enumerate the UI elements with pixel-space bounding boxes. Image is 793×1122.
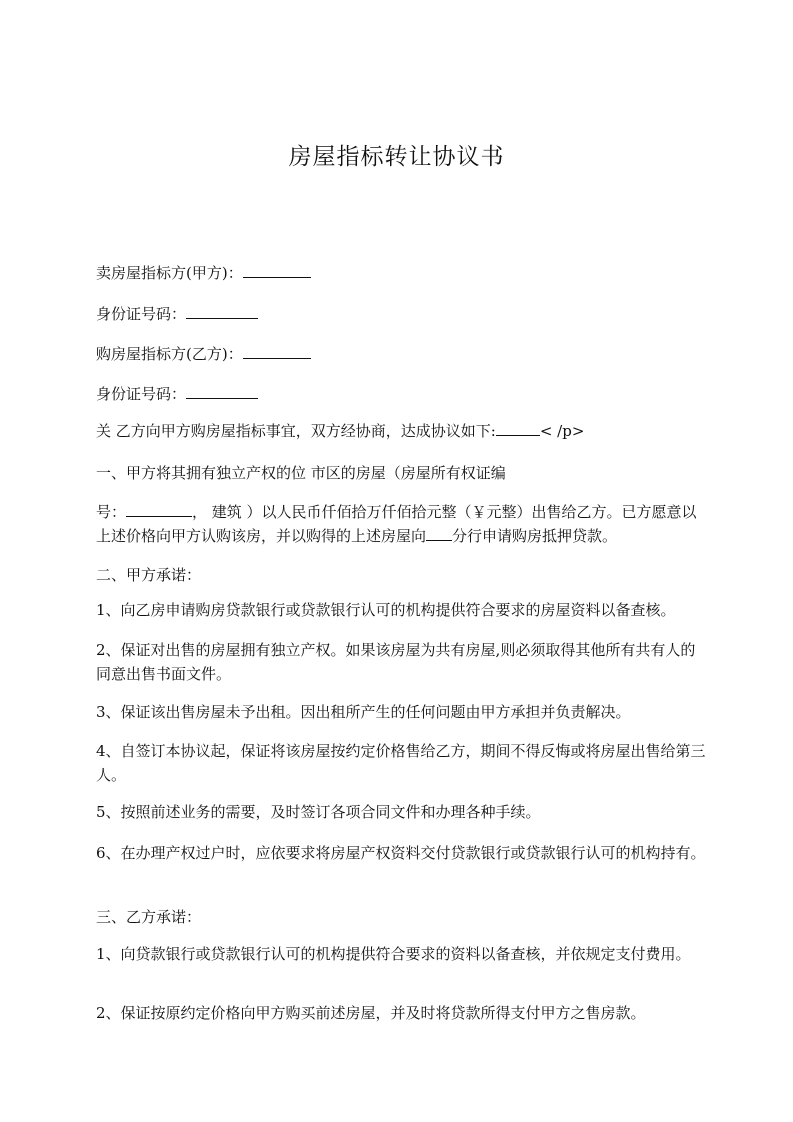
seller-id-label: 身份证号码： xyxy=(96,305,187,323)
seller-blank[interactable] xyxy=(243,261,311,278)
seller-field xyxy=(96,261,706,285)
buyer-id-field xyxy=(96,382,706,406)
intro-blank[interactable] xyxy=(496,419,540,436)
intro-tail: < /p> xyxy=(539,422,585,440)
seller-id-blank[interactable] xyxy=(186,302,258,319)
section2-item: 5、按照前述业务的需要，及时签订各项合同文件和办理各种手续。 xyxy=(96,803,541,821)
bank-blank[interactable] xyxy=(426,524,452,541)
section1-line1: 一、甲方将其拥有独立产权的位 市区的房屋（房屋所有权证编 xyxy=(96,464,506,482)
intro-text: 关 乙方向甲方购房屋指标事宜，双方经协商，达成协议如下: xyxy=(96,422,496,440)
section1-part-c: 分行申请购房抵押贷款。 xyxy=(452,527,618,545)
section2-item: 4、自签订本协议起，保证将该房屋按约定价格售给乙方，期间不得反悔或将房屋出售给第三人。 xyxy=(96,742,706,784)
buyer-id-blank[interactable] xyxy=(186,382,258,399)
section2-item: 3、保证该出售房屋未予出租。因出租所产生的任何问题由甲方承担并负责解决。 xyxy=(96,703,631,721)
buyer-field xyxy=(96,342,706,366)
section1-part-b: ， 建筑 ）以人民币仟佰拾万仟佰拾元整（￥元整）出售给乙方。已方愿意以上述价格向甲方认购该房，并以购得的上述房屋向 xyxy=(96,503,697,545)
section2-item: 1、向乙房申请购房贷款银行或贷款银行认可的机构提供符合要求的房屋资料以备查核。 xyxy=(96,601,676,619)
buyer-id-label: 身份证号码： xyxy=(96,385,187,403)
section1-part-a: 号： xyxy=(96,503,127,521)
document-title: 房屋指标转让协议书 xyxy=(288,144,505,170)
section1-body xyxy=(96,500,706,548)
buyer-blank[interactable] xyxy=(243,342,311,359)
section3-item: 2、保证按原约定价格向甲方购买前述房屋，并及时将贷款所得支付甲方之售房款。 xyxy=(96,1004,646,1022)
buyer-label: 购房屋指标方(乙方)： xyxy=(96,345,243,363)
section2-item: 2、保证对出售的房屋拥有独立产权。如果该房屋为共有房屋,则必须取得其他所有共有人的同意出售书面文件。 xyxy=(96,641,696,683)
section3-item: 1、向贷款银行或贷款银行认可的机构提供符合要求的资料以备查核，并依规定支付费用。 xyxy=(96,945,691,963)
section2-item: 6、在办理产权过户时，应依要求将房屋产权资料交付贷款银行或贷款银行认可的机构持有。 xyxy=(96,844,706,862)
seller-label: 卖房屋指标方(甲方)： xyxy=(96,264,243,282)
section3-heading: 三、乙方承诺： xyxy=(96,908,202,926)
intro-line xyxy=(96,419,706,443)
cert-number-blank[interactable] xyxy=(126,500,192,517)
seller-id-field xyxy=(96,302,706,326)
section2-heading: 二、甲方承诺： xyxy=(96,566,202,584)
